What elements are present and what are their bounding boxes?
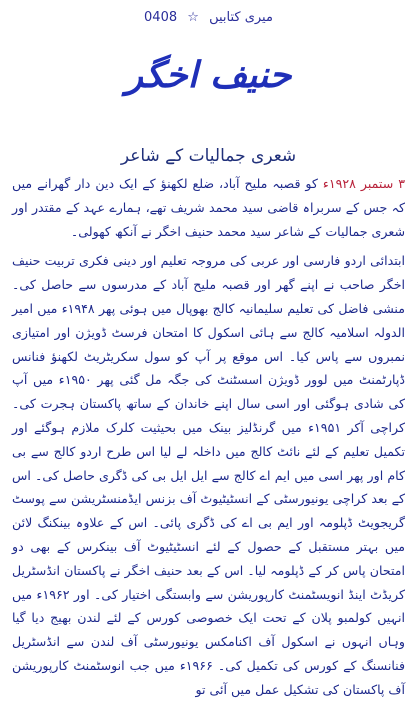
paragraph-1 [12, 172, 405, 243]
poet-name-title: حنیف اخگر [125, 55, 292, 96]
article-body [12, 172, 405, 708]
birth-date: ۳ ستمبر ۱۹۲۸ء [322, 176, 405, 191]
page-number: 0408 [144, 10, 178, 25]
page-header [0, 10, 417, 25]
paragraph-2 [12, 249, 405, 701]
header-title: میری کتابیں [209, 10, 273, 25]
paragraph-2-text: ابتدائی اردو فارسی اور عربی کی مروجہ تعلیم اور دینی فکری تربیت حنیف اخگر صاحب نے اپنے گھر اور قصبہ ملیح آباد کے مدرسوں سے حاصل کی۔ منشی فاضل کی تعلیم سلیمانیہ کالج بھوپال میں ہوئی پھر ۱۹۴۸ء میں امیر الدولہ اسلامیہ کالج سے ہائی اسکول کا امتحان فرسٹ ڈویژن اور امتیازی نمبروں سے پاس کیا۔ اس موقع پر آپ کو سول سکریٹریٹ لکھنؤ فنانس ڈپارٹمنٹ میں لوور ڈویژن اسسٹنٹ کی جگہ مل گئی پھر ۱۹۵۰ء میں آپ کی شادی ہوگئی اور اسی سال اپنے خاندان کے ساتھ پاکستان ہجرت کی۔ کراچی آکر ۱۹۵۱ء میں گرنڈلیز بینک میں بحیثیت کلرک ملازم ہوگئے اور تکمیل تعلیم کے لئے نائٹ کالج میں داخلہ لے لیا اس طرح اردو کالج سے بی کام اور پھر اسی میں ایم اے کالج سے ایل ایل بی کی ڈگری حاصل کی۔ اس کے بعد کراچی یونیورسٹی کے انسٹیٹیوٹ آف بزنس ایڈمنسٹریشن سے پوسٹ گریجویٹ ڈپلومہ اور ایم بی اے کی ڈگری پائی۔ اس کے علاوہ بینکنگ لائن میں بہتر مستقبل کے حصول کے لئے انسٹیٹیوٹ آف بینکرس کے بھی دو امتحان پاس کر کے ڈپلومہ لیا۔ اس کے بعد حنیف اخگر نے پاکستان انڈسٹریل کریڈٹ اینڈ انویسٹمنٹ کارپوریشن سے وابستگی اختیار کی۔ اور ۱۹۶۲ء میں انہیں کولمبو پلان کے تحت ایک خصوصی کورس کے لئے لندن بھیج دیا گیا وہاں انہوں نے اسکول آف اکنامکس یونیورسٹی آف لندن سے انڈسٹریل فنانسنگ کے کورس کی تکمیل کی۔ ۱۹۶۶ء میں جب انوسٹمنٹ کارپوریشن آف پاکستان کی تشکیل عمل میں آئی تو [12, 253, 406, 697]
chapter-subtitle: شعری جمالیات کے شاعر [120, 146, 297, 166]
paragraph-1-text: کو قصبہ ملیح آباد، ضلع لکھنؤ کے ایک دین دار گھرانے میں کہ جس کے سربراہ قاضی سید محمد شریف تھے، ہمارے عہد کے مقتدر اور شعری جمالیات کے شاعر سید محمد حنیف اخگر نے آنکھ کھولی۔ [12, 176, 405, 239]
star-icon: ☆ [187, 10, 199, 25]
